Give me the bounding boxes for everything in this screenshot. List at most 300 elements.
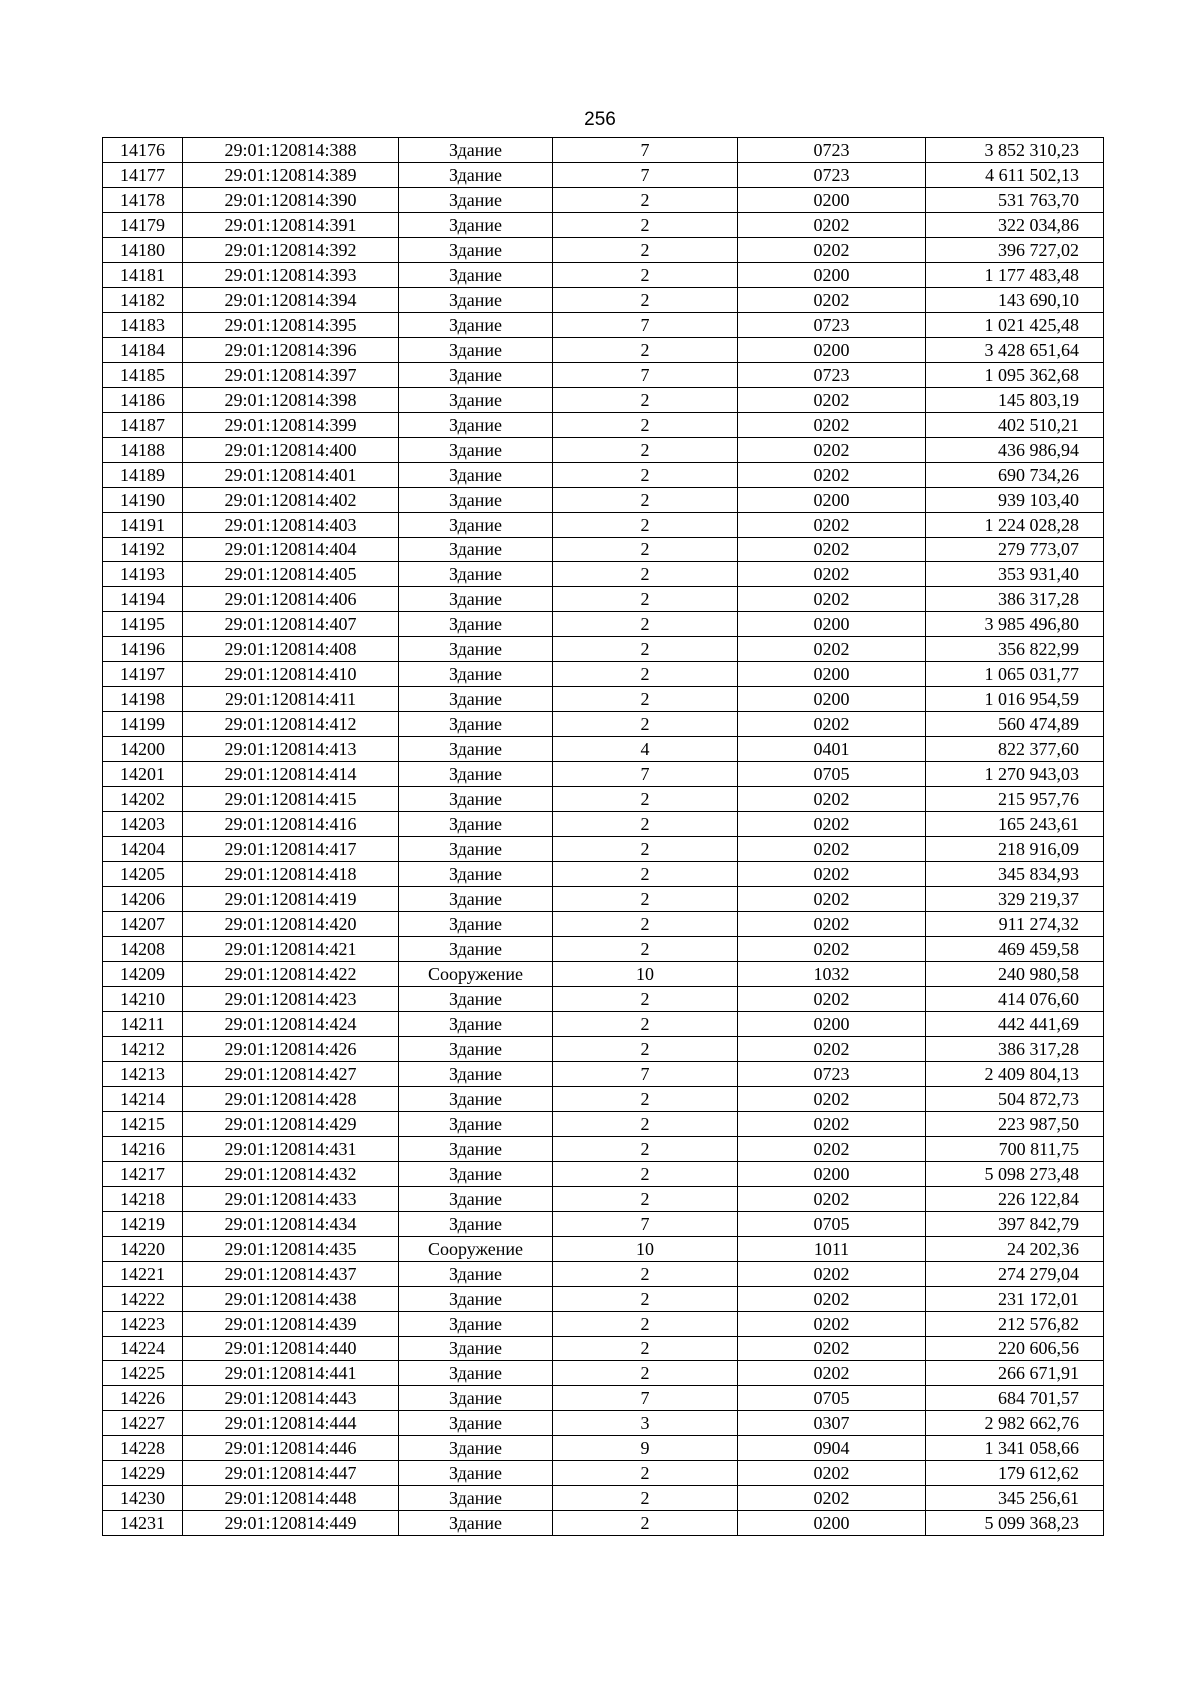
cadastral-value-cell: 1 341 058,66 bbox=[926, 1436, 1104, 1461]
row-number-cell: 14181 bbox=[103, 262, 183, 287]
code-cell: 0202 bbox=[738, 862, 926, 887]
cadastral-number-cell: 29:01:120814:447 bbox=[183, 1461, 399, 1486]
row-number-cell: 14200 bbox=[103, 737, 183, 762]
object-type-cell: Здание bbox=[399, 1386, 553, 1411]
table-row bbox=[103, 1336, 1104, 1361]
cadastral-value-cell: 504 872,73 bbox=[926, 1086, 1104, 1111]
cadastral-number-cell: 29:01:120814:402 bbox=[183, 487, 399, 512]
code-cell: 0202 bbox=[738, 712, 926, 737]
group-cell: 2 bbox=[553, 1511, 738, 1536]
group-cell: 2 bbox=[553, 837, 738, 862]
cadastral-number-cell: 29:01:120814:418 bbox=[183, 862, 399, 887]
group-cell: 2 bbox=[553, 562, 738, 587]
table-row bbox=[103, 1486, 1104, 1511]
row-number-cell: 14231 bbox=[103, 1511, 183, 1536]
object-type-cell: Здание bbox=[399, 138, 553, 163]
object-type-cell: Здание bbox=[399, 1061, 553, 1086]
object-type-cell: Здание bbox=[399, 1086, 553, 1111]
row-number-cell: 14230 bbox=[103, 1486, 183, 1511]
table-row bbox=[103, 986, 1104, 1011]
object-type-cell: Здание bbox=[399, 1011, 553, 1036]
code-cell: 0202 bbox=[738, 912, 926, 937]
object-type-cell: Здание bbox=[399, 187, 553, 212]
object-type-cell: Здание bbox=[399, 162, 553, 187]
object-type-cell: Здание bbox=[399, 662, 553, 687]
code-cell: 0202 bbox=[738, 1036, 926, 1061]
cadastral-value-cell: 1 177 483,48 bbox=[926, 262, 1104, 287]
cadastral-number-cell: 29:01:120814:406 bbox=[183, 587, 399, 612]
code-cell: 0202 bbox=[738, 1486, 926, 1511]
group-cell: 7 bbox=[553, 312, 738, 337]
cadastral-value-cell: 436 986,94 bbox=[926, 437, 1104, 462]
object-type-cell: Здание bbox=[399, 1136, 553, 1161]
object-type-cell: Здание bbox=[399, 487, 553, 512]
table-row bbox=[103, 237, 1104, 262]
group-cell: 2 bbox=[553, 437, 738, 462]
object-type-cell: Здание bbox=[399, 637, 553, 662]
cadastral-value-cell: 1 224 028,28 bbox=[926, 512, 1104, 537]
table-row bbox=[103, 1161, 1104, 1186]
group-cell: 2 bbox=[553, 1111, 738, 1136]
group-cell: 2 bbox=[553, 1186, 738, 1211]
row-number-cell: 14196 bbox=[103, 637, 183, 662]
table-row bbox=[103, 1261, 1104, 1286]
cadastral-value-cell: 1 095 362,68 bbox=[926, 362, 1104, 387]
object-type-cell: Здание bbox=[399, 1336, 553, 1361]
cadastral-number-cell: 29:01:120814:416 bbox=[183, 812, 399, 837]
object-type-cell: Здание bbox=[399, 986, 553, 1011]
row-number-cell: 14220 bbox=[103, 1236, 183, 1261]
group-cell: 2 bbox=[553, 887, 738, 912]
group-cell: 2 bbox=[553, 662, 738, 687]
code-cell: 0202 bbox=[738, 1461, 926, 1486]
row-number-cell: 14194 bbox=[103, 587, 183, 612]
table-row bbox=[103, 1136, 1104, 1161]
cadastral-number-cell: 29:01:120814:410 bbox=[183, 662, 399, 687]
cadastral-value-cell: 2 982 662,76 bbox=[926, 1411, 1104, 1436]
code-cell: 0202 bbox=[738, 387, 926, 412]
object-type-cell: Здание bbox=[399, 1261, 553, 1286]
object-type-cell: Здание bbox=[399, 737, 553, 762]
cadastral-number-cell: 29:01:120814:412 bbox=[183, 712, 399, 737]
group-cell: 2 bbox=[553, 537, 738, 562]
object-type-cell: Здание bbox=[399, 1286, 553, 1311]
table-row bbox=[103, 1461, 1104, 1486]
object-type-cell: Здание bbox=[399, 887, 553, 912]
group-cell: 2 bbox=[553, 212, 738, 237]
cadastral-value-cell: 279 773,07 bbox=[926, 537, 1104, 562]
object-type-cell: Здание bbox=[399, 1486, 553, 1511]
cadastral-value-cell: 531 763,70 bbox=[926, 187, 1104, 212]
group-cell: 2 bbox=[553, 1036, 738, 1061]
row-number-cell: 14213 bbox=[103, 1061, 183, 1086]
object-type-cell: Здание bbox=[399, 362, 553, 387]
group-cell: 2 bbox=[553, 712, 738, 737]
group-cell: 7 bbox=[553, 162, 738, 187]
row-number-cell: 14229 bbox=[103, 1461, 183, 1486]
row-number-cell: 14187 bbox=[103, 412, 183, 437]
table-row bbox=[103, 1311, 1104, 1336]
cadastral-number-cell: 29:01:120814:389 bbox=[183, 162, 399, 187]
cadastral-value-cell: 386 317,28 bbox=[926, 587, 1104, 612]
row-number-cell: 14179 bbox=[103, 212, 183, 237]
code-cell: 1032 bbox=[738, 961, 926, 986]
cadastral-value-cell: 3 985 496,80 bbox=[926, 612, 1104, 637]
code-cell: 0705 bbox=[738, 1386, 926, 1411]
table-row bbox=[103, 1286, 1104, 1311]
group-cell: 7 bbox=[553, 362, 738, 387]
object-type-cell: Здание bbox=[399, 237, 553, 262]
object-type-cell: Здание bbox=[399, 1436, 553, 1461]
group-cell: 10 bbox=[553, 1236, 738, 1261]
cadastral-value-cell: 329 219,37 bbox=[926, 887, 1104, 912]
code-cell: 0904 bbox=[738, 1436, 926, 1461]
group-cell: 2 bbox=[553, 986, 738, 1011]
row-number-cell: 14206 bbox=[103, 887, 183, 912]
table-row bbox=[103, 812, 1104, 837]
group-cell: 2 bbox=[553, 687, 738, 712]
cadastral-number-cell: 29:01:120814:434 bbox=[183, 1211, 399, 1236]
code-cell: 0200 bbox=[738, 1161, 926, 1186]
cadastral-number-cell: 29:01:120814:437 bbox=[183, 1261, 399, 1286]
object-type-cell: Здание bbox=[399, 612, 553, 637]
group-cell: 2 bbox=[553, 1011, 738, 1036]
code-cell: 0202 bbox=[738, 837, 926, 862]
row-number-cell: 14193 bbox=[103, 562, 183, 587]
code-cell: 0202 bbox=[738, 986, 926, 1011]
table-row bbox=[103, 912, 1104, 937]
code-cell: 0202 bbox=[738, 937, 926, 962]
object-type-cell: Здание bbox=[399, 1511, 553, 1536]
row-number-cell: 14202 bbox=[103, 787, 183, 812]
row-number-cell: 14227 bbox=[103, 1411, 183, 1436]
cadastral-number-cell: 29:01:120814:392 bbox=[183, 237, 399, 262]
object-type-cell: Здание bbox=[399, 862, 553, 887]
row-number-cell: 14186 bbox=[103, 387, 183, 412]
row-number-cell: 14199 bbox=[103, 712, 183, 737]
cadastral-number-cell: 29:01:120814:423 bbox=[183, 986, 399, 1011]
table-row bbox=[103, 637, 1104, 662]
code-cell: 0401 bbox=[738, 737, 926, 762]
row-number-cell: 14228 bbox=[103, 1436, 183, 1461]
row-number-cell: 14207 bbox=[103, 912, 183, 937]
row-number-cell: 14226 bbox=[103, 1386, 183, 1411]
object-type-cell: Здание bbox=[399, 1211, 553, 1236]
cadastral-value-cell: 218 916,09 bbox=[926, 837, 1104, 862]
code-cell: 0307 bbox=[738, 1411, 926, 1436]
cadastral-number-cell: 29:01:120814:439 bbox=[183, 1311, 399, 1336]
cadastral-value-cell: 939 103,40 bbox=[926, 487, 1104, 512]
cadastral-number-cell: 29:01:120814:397 bbox=[183, 362, 399, 387]
group-cell: 2 bbox=[553, 912, 738, 937]
cadastral-value-cell: 145 803,19 bbox=[926, 387, 1104, 412]
code-cell: 0202 bbox=[738, 812, 926, 837]
cadastral-number-cell: 29:01:120814:421 bbox=[183, 937, 399, 962]
row-number-cell: 14180 bbox=[103, 237, 183, 262]
group-cell: 2 bbox=[553, 1286, 738, 1311]
cadastral-number-cell: 29:01:120814:438 bbox=[183, 1286, 399, 1311]
group-cell: 3 bbox=[553, 1411, 738, 1436]
group-cell: 2 bbox=[553, 187, 738, 212]
cadastral-value-cell: 3 428 651,64 bbox=[926, 337, 1104, 362]
row-number-cell: 14183 bbox=[103, 312, 183, 337]
group-cell: 7 bbox=[553, 1061, 738, 1086]
table-row bbox=[103, 862, 1104, 887]
cadastral-value-cell: 274 279,04 bbox=[926, 1261, 1104, 1286]
object-type-cell: Здание bbox=[399, 762, 553, 787]
object-type-cell: Здание bbox=[399, 1186, 553, 1211]
group-cell: 2 bbox=[553, 462, 738, 487]
table-row bbox=[103, 1061, 1104, 1086]
row-number-cell: 14176 bbox=[103, 138, 183, 163]
cadastral-number-cell: 29:01:120814:404 bbox=[183, 537, 399, 562]
code-cell: 0202 bbox=[738, 237, 926, 262]
row-number-cell: 14211 bbox=[103, 1011, 183, 1036]
code-cell: 0200 bbox=[738, 262, 926, 287]
object-type-cell: Здание bbox=[399, 912, 553, 937]
cadastral-number-cell: 29:01:120814:388 bbox=[183, 138, 399, 163]
cadastral-value-cell: 345 256,61 bbox=[926, 1486, 1104, 1511]
cadastral-number-cell: 29:01:120814:443 bbox=[183, 1386, 399, 1411]
table-row bbox=[103, 187, 1104, 212]
group-cell: 2 bbox=[553, 487, 738, 512]
object-type-cell: Здание bbox=[399, 437, 553, 462]
cadastral-number-cell: 29:01:120814:408 bbox=[183, 637, 399, 662]
table-row bbox=[103, 212, 1104, 237]
row-number-cell: 14212 bbox=[103, 1036, 183, 1061]
cadastral-value-cell: 1 016 954,59 bbox=[926, 687, 1104, 712]
object-type-cell: Здание bbox=[399, 212, 553, 237]
group-cell: 10 bbox=[553, 961, 738, 986]
table-row bbox=[103, 1011, 1104, 1036]
cadastral-number-cell: 29:01:120814:446 bbox=[183, 1436, 399, 1461]
row-number-cell: 14197 bbox=[103, 662, 183, 687]
row-number-cell: 14225 bbox=[103, 1361, 183, 1386]
code-cell: 0202 bbox=[738, 1086, 926, 1111]
cadastral-value-cell: 5 099 368,23 bbox=[926, 1511, 1104, 1536]
code-cell: 0200 bbox=[738, 187, 926, 212]
object-type-cell: Здание bbox=[399, 587, 553, 612]
table-row bbox=[103, 1236, 1104, 1261]
table-row bbox=[103, 687, 1104, 712]
group-cell: 2 bbox=[553, 262, 738, 287]
object-type-cell: Здание bbox=[399, 1361, 553, 1386]
code-cell: 0202 bbox=[738, 587, 926, 612]
cadastral-number-cell: 29:01:120814:391 bbox=[183, 212, 399, 237]
table-row bbox=[103, 312, 1104, 337]
cadastral-value-cell: 386 317,28 bbox=[926, 1036, 1104, 1061]
table-row bbox=[103, 1211, 1104, 1236]
row-number-cell: 14223 bbox=[103, 1311, 183, 1336]
group-cell: 2 bbox=[553, 1336, 738, 1361]
row-number-cell: 14178 bbox=[103, 187, 183, 212]
row-number-cell: 14219 bbox=[103, 1211, 183, 1236]
code-cell: 0202 bbox=[738, 512, 926, 537]
row-number-cell: 14190 bbox=[103, 487, 183, 512]
group-cell: 2 bbox=[553, 1311, 738, 1336]
table-row bbox=[103, 662, 1104, 687]
row-number-cell: 14177 bbox=[103, 162, 183, 187]
cadastral-value-cell: 397 842,79 bbox=[926, 1211, 1104, 1236]
row-number-cell: 14189 bbox=[103, 462, 183, 487]
cadastral-number-cell: 29:01:120814:401 bbox=[183, 462, 399, 487]
cadastral-value-cell: 822 377,60 bbox=[926, 737, 1104, 762]
table-row bbox=[103, 287, 1104, 312]
cadastral-number-cell: 29:01:120814:422 bbox=[183, 961, 399, 986]
cadastral-value-cell: 226 122,84 bbox=[926, 1186, 1104, 1211]
cadastral-value-cell: 165 243,61 bbox=[926, 812, 1104, 837]
cadastral-number-cell: 29:01:120814:428 bbox=[183, 1086, 399, 1111]
cadastral-value-cell: 1 021 425,48 bbox=[926, 312, 1104, 337]
group-cell: 2 bbox=[553, 412, 738, 437]
group-cell: 2 bbox=[553, 862, 738, 887]
table-row bbox=[103, 1186, 1104, 1211]
group-cell: 2 bbox=[553, 612, 738, 637]
code-cell: 0202 bbox=[738, 212, 926, 237]
table-row bbox=[103, 787, 1104, 812]
object-type-cell: Здание bbox=[399, 412, 553, 437]
group-cell: 2 bbox=[553, 512, 738, 537]
cadastral-number-cell: 29:01:120814:394 bbox=[183, 287, 399, 312]
cadastral-number-cell: 29:01:120814:429 bbox=[183, 1111, 399, 1136]
cadastral-number-cell: 29:01:120814:395 bbox=[183, 312, 399, 337]
cadastral-number-cell: 29:01:120814:415 bbox=[183, 787, 399, 812]
group-cell: 2 bbox=[553, 237, 738, 262]
cadastral-value-cell: 396 727,02 bbox=[926, 237, 1104, 262]
row-number-cell: 14221 bbox=[103, 1261, 183, 1286]
cadastral-value-cell: 356 822,99 bbox=[926, 637, 1104, 662]
row-number-cell: 14195 bbox=[103, 612, 183, 637]
group-cell: 7 bbox=[553, 1386, 738, 1411]
object-type-cell: Здание bbox=[399, 312, 553, 337]
code-cell: 0723 bbox=[738, 1061, 926, 1086]
code-cell: 0200 bbox=[738, 487, 926, 512]
group-cell: 2 bbox=[553, 337, 738, 362]
code-cell: 0723 bbox=[738, 138, 926, 163]
code-cell: 0202 bbox=[738, 437, 926, 462]
cadastral-value-cell: 215 957,76 bbox=[926, 787, 1104, 812]
cadastral-number-cell: 29:01:120814:440 bbox=[183, 1336, 399, 1361]
cadastral-value-cell: 1 065 031,77 bbox=[926, 662, 1104, 687]
table-row bbox=[103, 1436, 1104, 1461]
group-cell: 7 bbox=[553, 762, 738, 787]
cadastral-value-cell: 5 098 273,48 bbox=[926, 1161, 1104, 1186]
object-type-cell: Здание bbox=[399, 462, 553, 487]
cadastral-value-cell: 1 270 943,03 bbox=[926, 762, 1104, 787]
code-cell: 0202 bbox=[738, 462, 926, 487]
cadastral-number-cell: 29:01:120814:417 bbox=[183, 837, 399, 862]
cadastral-number-cell: 29:01:120814:420 bbox=[183, 912, 399, 937]
row-number-cell: 14191 bbox=[103, 512, 183, 537]
cadastral-number-cell: 29:01:120814:398 bbox=[183, 387, 399, 412]
cadastral-value-cell: 322 034,86 bbox=[926, 212, 1104, 237]
object-type-cell: Здание bbox=[399, 1161, 553, 1186]
cadastral-number-cell: 29:01:120814:411 bbox=[183, 687, 399, 712]
table-row bbox=[103, 512, 1104, 537]
code-cell: 0202 bbox=[738, 1336, 926, 1361]
table-row bbox=[103, 762, 1104, 787]
group-cell: 2 bbox=[553, 787, 738, 812]
group-cell: 4 bbox=[553, 737, 738, 762]
cadastral-value-cell: 690 734,26 bbox=[926, 462, 1104, 487]
object-type-cell: Здание bbox=[399, 387, 553, 412]
cadastral-number-cell: 29:01:120814:393 bbox=[183, 262, 399, 287]
object-type-cell: Здание bbox=[399, 712, 553, 737]
object-type-cell: Здание bbox=[399, 787, 553, 812]
group-cell: 2 bbox=[553, 1086, 738, 1111]
code-cell: 0202 bbox=[738, 1286, 926, 1311]
code-cell: 0705 bbox=[738, 1211, 926, 1236]
table-row bbox=[103, 262, 1104, 287]
row-number-cell: 14201 bbox=[103, 762, 183, 787]
object-type-cell: Здание bbox=[399, 537, 553, 562]
row-number-cell: 14182 bbox=[103, 287, 183, 312]
table-row bbox=[103, 537, 1104, 562]
cadastral-number-cell: 29:01:120814:433 bbox=[183, 1186, 399, 1211]
cadastral-number-cell: 29:01:120814:390 bbox=[183, 187, 399, 212]
code-cell: 0200 bbox=[738, 612, 926, 637]
row-number-cell: 14210 bbox=[103, 986, 183, 1011]
code-cell: 0723 bbox=[738, 312, 926, 337]
cadastral-number-cell: 29:01:120814:444 bbox=[183, 1411, 399, 1436]
group-cell: 2 bbox=[553, 937, 738, 962]
object-type-cell: Здание bbox=[399, 1311, 553, 1336]
object-type-cell: Сооружение bbox=[399, 961, 553, 986]
cadastral-value-cell: 4 611 502,13 bbox=[926, 162, 1104, 187]
cadastral-value-cell: 143 690,10 bbox=[926, 287, 1104, 312]
object-type-cell: Здание bbox=[399, 1461, 553, 1486]
table-row bbox=[103, 1411, 1104, 1436]
code-cell: 0202 bbox=[738, 1261, 926, 1286]
cadastral-number-cell: 29:01:120814:427 bbox=[183, 1061, 399, 1086]
cadastral-value-cell: 684 701,57 bbox=[926, 1386, 1104, 1411]
cadastral-value-cell: 560 474,89 bbox=[926, 712, 1104, 737]
table-body bbox=[103, 138, 1104, 1536]
table-row bbox=[103, 337, 1104, 362]
row-number-cell: 14205 bbox=[103, 862, 183, 887]
object-type-cell: Здание bbox=[399, 837, 553, 862]
code-cell: 0202 bbox=[738, 412, 926, 437]
table-row bbox=[103, 162, 1104, 187]
cadastral-number-cell: 29:01:120814:448 bbox=[183, 1486, 399, 1511]
code-cell: 0202 bbox=[738, 537, 926, 562]
cadastral-value-cell: 179 612,62 bbox=[926, 1461, 1104, 1486]
cadastral-value-cell: 212 576,82 bbox=[926, 1311, 1104, 1336]
cadastral-value-cell: 2 409 804,13 bbox=[926, 1061, 1104, 1086]
group-cell: 2 bbox=[553, 1261, 738, 1286]
object-type-cell: Здание bbox=[399, 687, 553, 712]
code-cell: 0200 bbox=[738, 662, 926, 687]
cadastral-number-cell: 29:01:120814:424 bbox=[183, 1011, 399, 1036]
table-row bbox=[103, 1386, 1104, 1411]
code-cell: 0202 bbox=[738, 1186, 926, 1211]
group-cell: 2 bbox=[553, 1461, 738, 1486]
group-cell: 2 bbox=[553, 387, 738, 412]
cadastral-number-cell: 29:01:120814:396 bbox=[183, 337, 399, 362]
cadastral-number-cell: 29:01:120814:441 bbox=[183, 1361, 399, 1386]
page-number: 256 bbox=[584, 109, 616, 130]
row-number-cell: 14188 bbox=[103, 437, 183, 462]
table-row bbox=[103, 412, 1104, 437]
row-number-cell: 14209 bbox=[103, 961, 183, 986]
table-row bbox=[103, 1361, 1104, 1386]
cadastral-value-cell: 353 931,40 bbox=[926, 562, 1104, 587]
code-cell: 0200 bbox=[738, 337, 926, 362]
cadastral-value-cell: 223 987,50 bbox=[926, 1111, 1104, 1136]
table-row bbox=[103, 1086, 1104, 1111]
row-number-cell: 14217 bbox=[103, 1161, 183, 1186]
object-type-cell: Здание bbox=[399, 1411, 553, 1436]
